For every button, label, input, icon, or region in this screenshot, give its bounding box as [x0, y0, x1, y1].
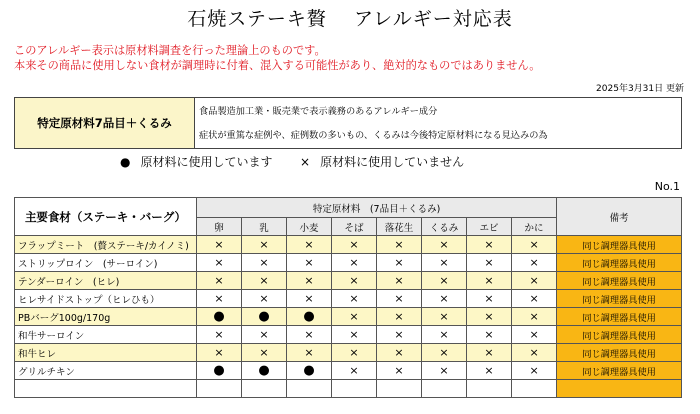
table-row [15, 272, 682, 290]
cross-icon: × [197, 236, 242, 254]
allergen-header: 小麦 [287, 218, 332, 236]
spec-note-2: 症状が重篤な症例や、症例数の多いもの、くるみは今後特定原材料になる見込みの為 [199, 130, 548, 141]
allergen-header: エビ [467, 218, 512, 236]
cross-icon: × [197, 254, 242, 272]
legend-unused-label: 原材料に使用していません [320, 155, 465, 169]
remark-cell: 同じ調理器具使用 [557, 308, 682, 326]
cross-icon: × [512, 308, 557, 326]
filled-circle-icon: ● [287, 362, 332, 380]
cross-icon: × [287, 344, 332, 362]
filled-circle-icon: ● [242, 362, 287, 380]
cross-icon: × [467, 272, 512, 290]
remark-cell: 同じ調理器具使用 [557, 344, 682, 362]
cross-icon: × [422, 362, 467, 380]
cross-icon: × [512, 290, 557, 308]
cross-icon: × [332, 344, 377, 362]
allergen-header: くるみ [422, 218, 467, 236]
cross-icon: × [287, 290, 332, 308]
filled-circle-icon: ● [120, 155, 131, 169]
food-name: テンダーロイン (ヒレ) [15, 272, 197, 290]
cross-icon: × [377, 272, 422, 290]
cross-icon: × [467, 326, 512, 344]
cross-icon: × [197, 344, 242, 362]
notice-line-2: 本来その商品に使用しない食材が調理時に付着、混入する可能性があり、絶対的なものではありません。 [14, 59, 541, 72]
cross-icon: × [377, 362, 422, 380]
remark-cell: 同じ調理器具使用 [557, 272, 682, 290]
allergen-header: 卵 [197, 218, 242, 236]
cross-icon: × [332, 236, 377, 254]
cross-icon: × [242, 290, 287, 308]
cross-icon: × [377, 308, 422, 326]
table-row [15, 236, 682, 254]
table-row [15, 344, 682, 362]
cross-icon: × [287, 236, 332, 254]
page-title: 石焼ステーキ贅 アレルギー対応表 [187, 8, 513, 30]
notice-line-1: このアレルギー表示は原材料調査を行った理論上のものです。 [14, 44, 326, 57]
empty-cell [332, 380, 377, 398]
cross-icon: × [197, 290, 242, 308]
cross-icon: × [332, 272, 377, 290]
table-row [15, 254, 682, 272]
filled-circle-icon: ● [242, 308, 287, 326]
filled-circle-icon: ● [287, 308, 332, 326]
cross-icon: × [512, 362, 557, 380]
food-name: PBバーグ100g/170g [15, 308, 197, 326]
cross-icon: × [377, 344, 422, 362]
filled-circle-icon: ● [197, 308, 242, 326]
remark-cell: 同じ調理器具使用 [557, 326, 682, 344]
empty-cell [422, 380, 467, 398]
cross-icon: × [242, 344, 287, 362]
table-row [15, 326, 682, 344]
table-row [15, 290, 682, 308]
cross-icon: × [242, 272, 287, 290]
cross-icon: × [467, 290, 512, 308]
cross-icon: × [422, 236, 467, 254]
legend-used-label: 原材料に使用しています [140, 155, 273, 169]
table-body [15, 236, 682, 398]
food-name: 和牛サーロイン [15, 326, 197, 344]
remark-cell [557, 380, 682, 398]
legend-unused [300, 153, 464, 170]
updated-date: 2025年3月31日 更新 [596, 84, 684, 94]
table-row [15, 380, 682, 398]
cross-icon: × [422, 254, 467, 272]
cross-icon: × [300, 155, 311, 169]
cross-icon: × [422, 344, 467, 362]
cross-icon: × [332, 254, 377, 272]
empty-cell [467, 380, 512, 398]
cross-icon: × [512, 326, 557, 344]
empty-cell [377, 380, 422, 398]
cross-icon: × [242, 326, 287, 344]
page-number: No.1 [654, 180, 680, 193]
spec-label: 特定原材料7品目＋くるみ [15, 98, 195, 148]
cross-icon: × [332, 326, 377, 344]
allergen-header: かに [512, 218, 557, 236]
spec-note-1: 食品製造加工業・販売業で表示義務のあるアレルギー成分 [199, 106, 438, 117]
cross-icon: × [422, 326, 467, 344]
table-row [15, 308, 682, 326]
cross-icon: × [512, 236, 557, 254]
allergen-table [14, 197, 682, 398]
cross-icon: × [467, 308, 512, 326]
main-header: 主要食材（ステーキ・バーグ） [15, 198, 197, 236]
cross-icon: × [467, 344, 512, 362]
empty-cell [242, 380, 287, 398]
food-name: ヒレサイドストップ（ヒレひも） [15, 290, 197, 308]
cross-icon: × [422, 272, 467, 290]
cross-icon: × [512, 344, 557, 362]
allergen-header: 落花生 [377, 218, 422, 236]
food-name: 和牛ヒレ [15, 344, 197, 362]
food-name: グリルチキン [15, 362, 197, 380]
empty-cell [287, 380, 332, 398]
table-row [15, 362, 682, 380]
allergen-header: 乳 [242, 218, 287, 236]
empty-cell [512, 380, 557, 398]
remark-cell: 同じ調理器具使用 [557, 254, 682, 272]
cross-icon: × [512, 254, 557, 272]
cross-icon: × [242, 236, 287, 254]
cross-icon: × [377, 236, 422, 254]
cross-icon: × [377, 326, 422, 344]
cross-icon: × [467, 362, 512, 380]
cross-icon: × [512, 272, 557, 290]
remark-cell: 同じ調理器具使用 [557, 236, 682, 254]
cross-icon: × [287, 272, 332, 290]
remark-cell: 同じ調理器具使用 [557, 290, 682, 308]
food-name: フラップミート (贅ステーキ/カイノミ) [15, 236, 197, 254]
cross-icon: × [332, 362, 377, 380]
cross-icon: × [377, 290, 422, 308]
cross-icon: × [197, 272, 242, 290]
empty-cell [197, 380, 242, 398]
cross-icon: × [422, 308, 467, 326]
cross-icon: × [422, 290, 467, 308]
food-name [15, 380, 197, 398]
cross-icon: × [197, 326, 242, 344]
allergen-header: そば [332, 218, 377, 236]
cross-icon: × [377, 254, 422, 272]
cross-icon: × [287, 254, 332, 272]
cross-icon: × [287, 326, 332, 344]
cross-icon: × [332, 308, 377, 326]
cross-icon: × [332, 290, 377, 308]
cross-icon: × [467, 254, 512, 272]
food-name: ストリップロイン (サーロイン) [15, 254, 197, 272]
legend-used [120, 153, 273, 170]
remark-cell: 同じ調理器具使用 [557, 362, 682, 380]
filled-circle-icon: ● [197, 362, 242, 380]
cross-icon: × [467, 236, 512, 254]
cross-icon: × [242, 254, 287, 272]
remarks-header: 備考 [557, 198, 682, 236]
group-header: 特定原材料 (7品目＋くるみ) [197, 198, 557, 218]
spec-box [14, 97, 682, 149]
